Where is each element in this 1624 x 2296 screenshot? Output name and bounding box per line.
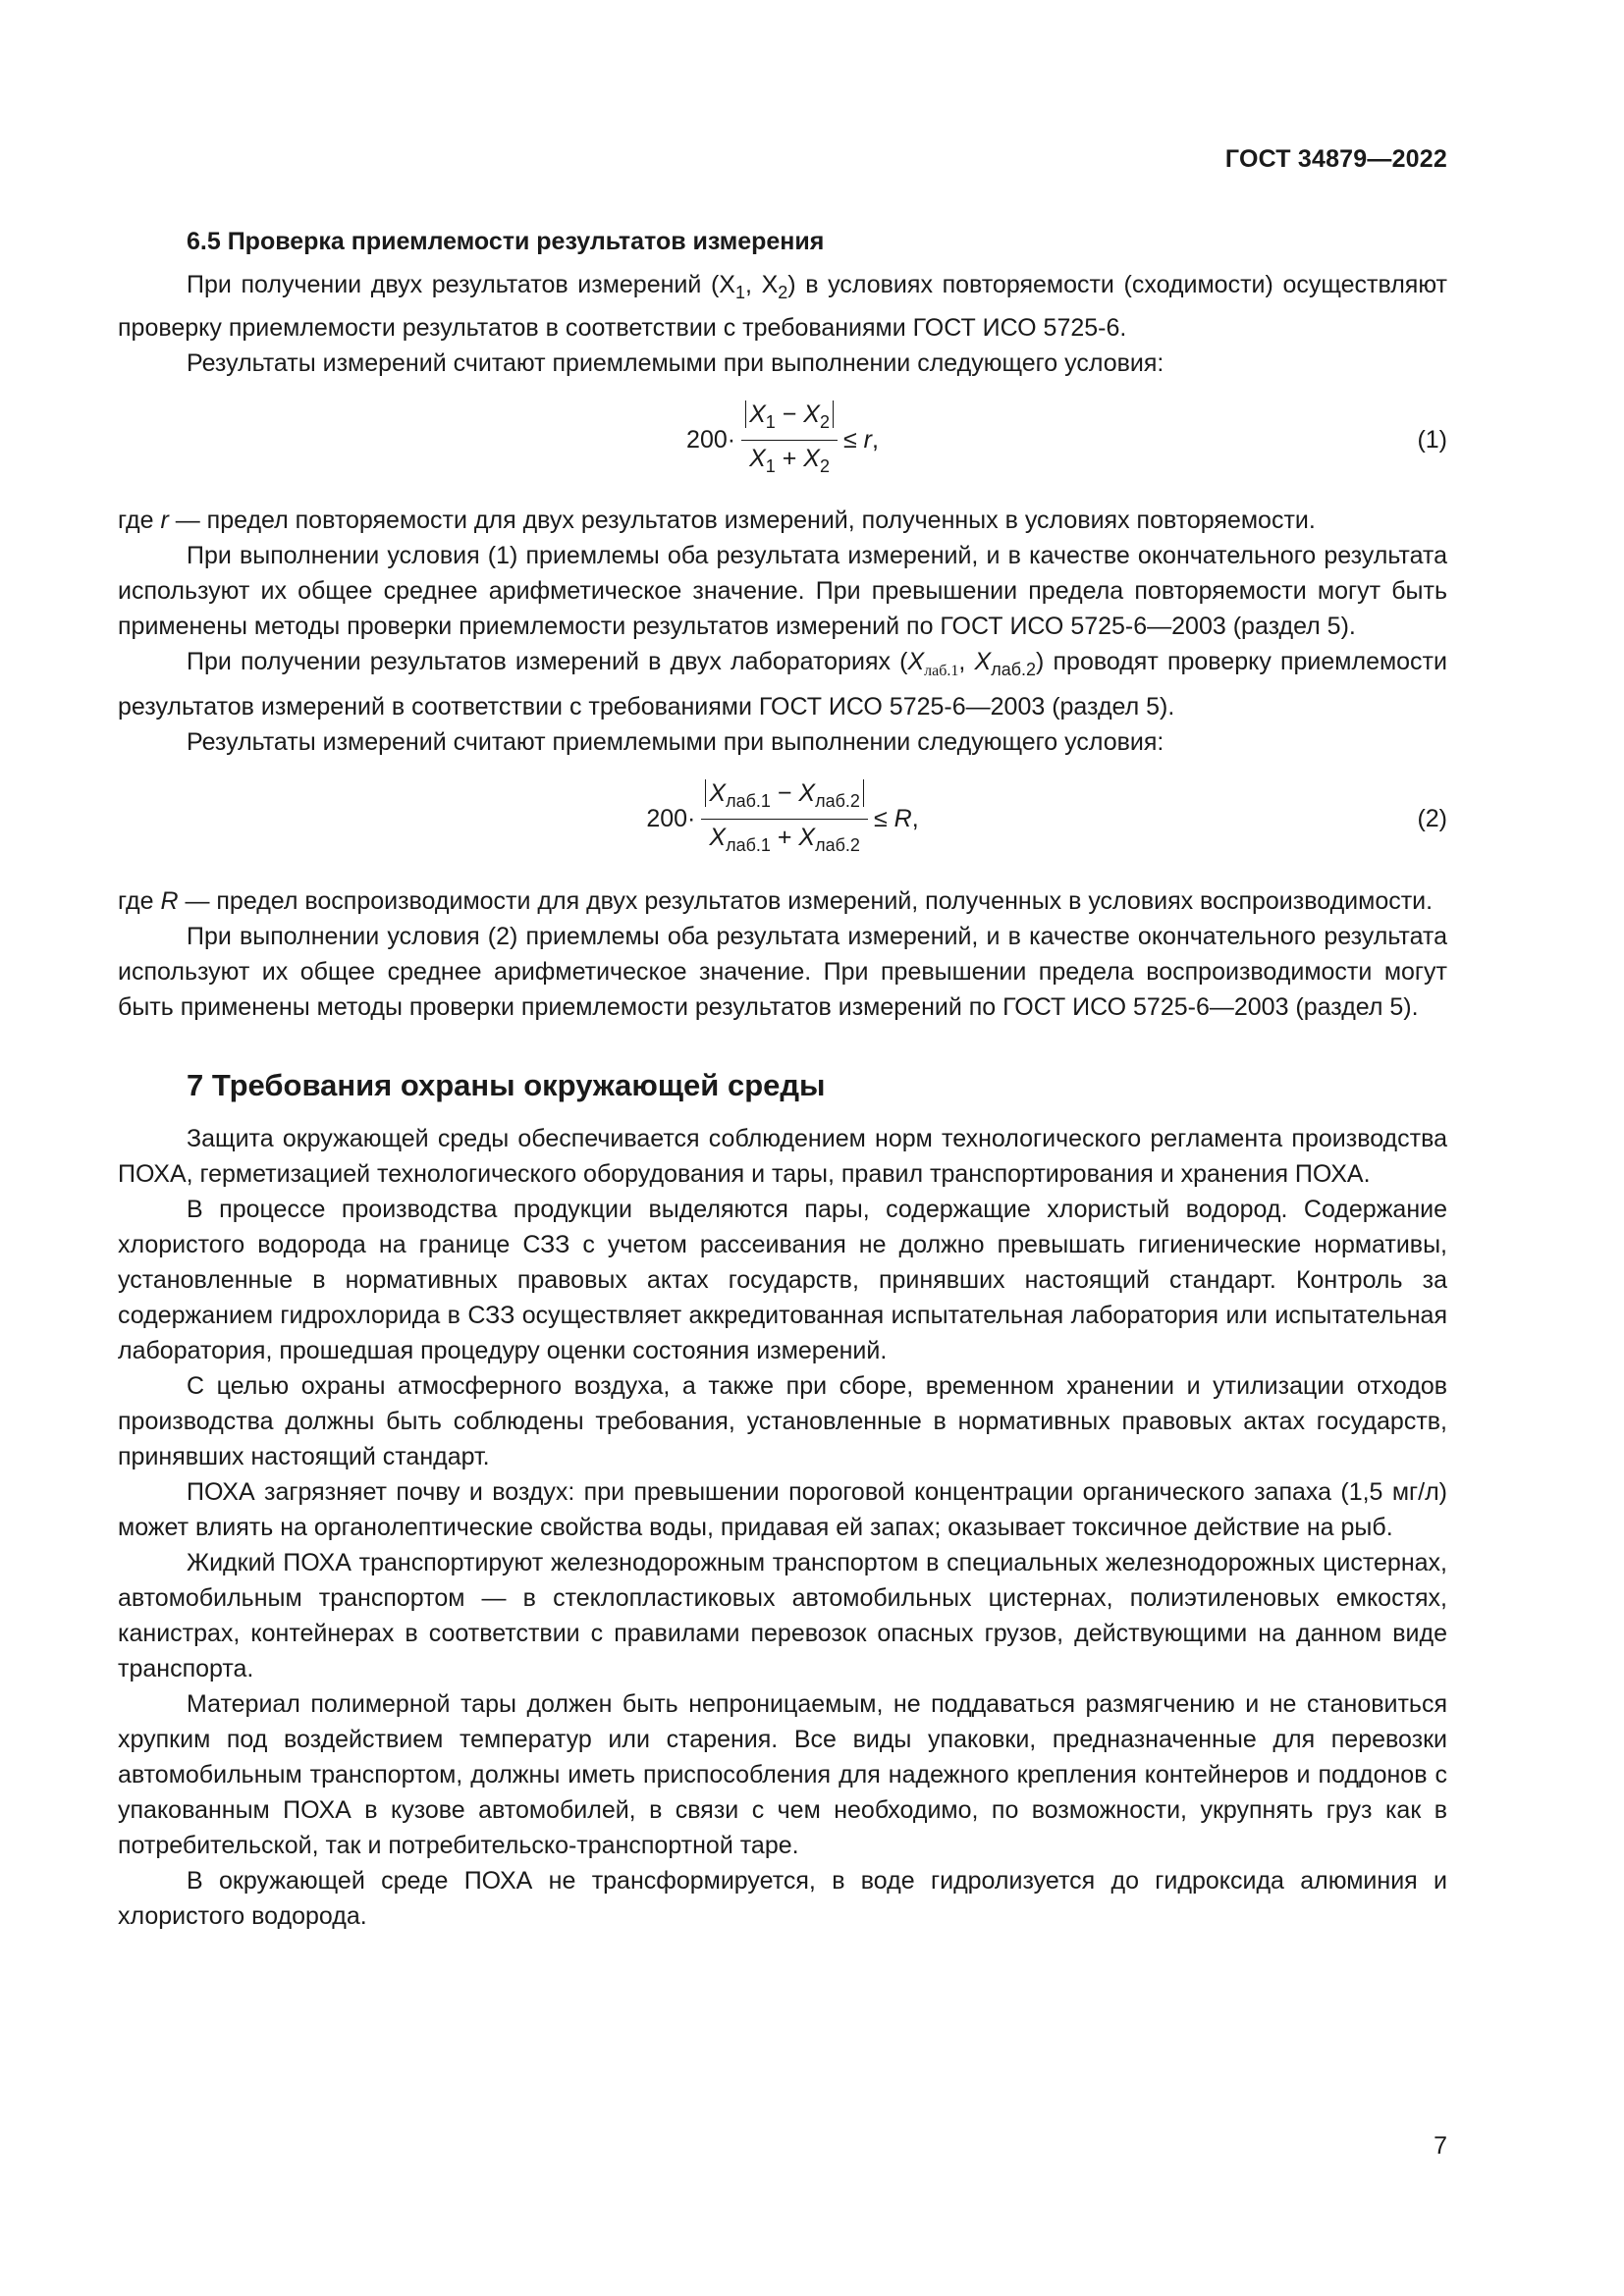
paragraph: В окружающей среде ПОХА не трансформируется, в воде гидролизуется до гидроксида алюминия и хлористого водорода. (118, 1867, 1447, 1930)
standard-header: ГОСТ 34879—2022 (1224, 145, 1447, 173)
page-number: 7 (1434, 2132, 1447, 2160)
formula-2 (118, 768, 1447, 870)
formula-numerator: $X_1 - X_2$ (741, 399, 838, 441)
formula-coefficient: 200· (686, 426, 736, 454)
paragraph: При получении двух результатов измерений ($X_1$, $X_2$) в условиях повторяемости (сходимости) осуществляют проверку приемлемости результатов в соответствии с требованиями ГОСТ ИСО 5725-6. (118, 271, 1447, 342)
paragraph: При выполнении условия (1) приемлемы оба результата измерений, и в качестве окончательного результата используют их общее среднее арифметическое значение. При превышении предела повторяемости могут быть применены методы проверки приемлемости результатов измерений по ГОСТ ИСО 5725-6—2003 (раздел 5). (118, 542, 1447, 640)
paragraph: При выполнении условия (2) приемлемы оба результата измерений, и в качестве окончательного результата используют их общее среднее арифметическое значение. При превышении предела воспроизводимости могут быть применены методы проверки приемлемости результатов измерений по ГОСТ ИСО 5725-6—2003 (раздел 5). (118, 923, 1447, 1021)
section-6-5-title: 6.5 Проверка приемлемости результатов измерения (187, 228, 825, 255)
paragraph: Жидкий ПОХА транспортируют железнодорожным транспортом в специальных железнодорожных цистернах, автомобильным транспортом — в стеклопластиковых автомобильных цистернах, полиэтиленовых емкостях, канистрах, контейнерах в соответствии с правилами перевозок опасных грузов, действующими на данном виде транспорта. (118, 1549, 1447, 1682)
formula-number: (2) (1417, 805, 1447, 832)
formula-numerator: $X_{лаб.1} - X_{лаб.2}$ (701, 777, 868, 820)
page-content (118, 224, 1447, 1934)
formula-denominator: $X_{лаб.1} + X_{лаб.2}$ (709, 823, 860, 855)
formula-coefficient: 200· (646, 805, 696, 832)
formula-denominator: $X_1 + X_2$ (749, 444, 830, 476)
paragraph: где r — предел повторяемости для двух результатов измерений, полученных в условиях повторяемости. (118, 507, 1316, 534)
paragraph: Защита окружающей среды обеспечивается соблюдением норм технологического регламента производства ПОХА, герметизацией технологического оборудования и тары, правил транспортирования и хранения ПОХА. (118, 1125, 1447, 1188)
paragraph: где R — предел воспроизводимости для двух результатов измерений, полученных в условиях воспроизводимости. (118, 887, 1434, 915)
formula-1 (118, 389, 1447, 491)
paragraph: Результаты измерений считают приемлемыми при выполнении следующего условия: (187, 728, 1164, 756)
paragraph: В процессе производства продукции выделяются пары, содержащие хлористый водород. Содержание хлористого водорода на границе СЗЗ с учетом рассеивания не должно превышать гигиенические нормативы, установленные в нормативных правовых актах государств, принявших настоящий стандарт. Контроль за содержанием гидрохлорида в СЗЗ осуществляет аккредитованная испытательная лаборатория или испытательная лаборатория, прошедшая процедуру оценки состояния измерений. (118, 1196, 1447, 1364)
paragraph: При получении результатов измерений в двух лабораториях ($X_{лаб.1}$, $X_{лаб.2}$) проводят проверку приемлемости результатов измерений в соответствии с требованиями ГОСТ ИСО 5725-6—2003 (раздел 5). (118, 648, 1447, 721)
formula-fraction (741, 399, 838, 482)
section-7-title: 7 Требования охраны окружающей среды (187, 1068, 826, 1102)
paragraph: Материал полимерной тары должен быть непроницаемым, не поддаваться размягчению и не становиться хрупким под воздействием температур или старения. Все виды упаковки, предназначенные для перевозки автомобильным транспортом, должны иметь приспособления для надежного крепления контейнеров и поддонов с упакованным ПОХА в кузове автомобилей, в связи с чем необходимо, по возможности, укрупнять груз как в потребительской, так и потребительско-транспортной таре. (118, 1690, 1447, 1859)
paragraph: ПОХА загрязняет почву и воздух: при превышении пороговой концентрации органического запаха (1,5 мг/л) может влиять на органолептические свойства воды, придавая ей запах; оказывает токсичное действие на рыб. (118, 1478, 1447, 1541)
paragraph: С целью охраны атмосферного воздуха, а также при сборе, временном хранении и утилизации отходов производства должны быть соблюдены требования, установленные в нормативных правовых актах государств, принявших настоящий стандарт. (118, 1372, 1447, 1470)
formula-rhs: ≤ R, (873, 805, 919, 832)
paragraph: Результаты измерений считают приемлемыми при выполнении следующего условия: (187, 349, 1164, 377)
formula-number: (1) (1417, 426, 1447, 454)
formula-rhs: ≤ r, (843, 426, 879, 454)
formula-fraction (701, 777, 868, 861)
